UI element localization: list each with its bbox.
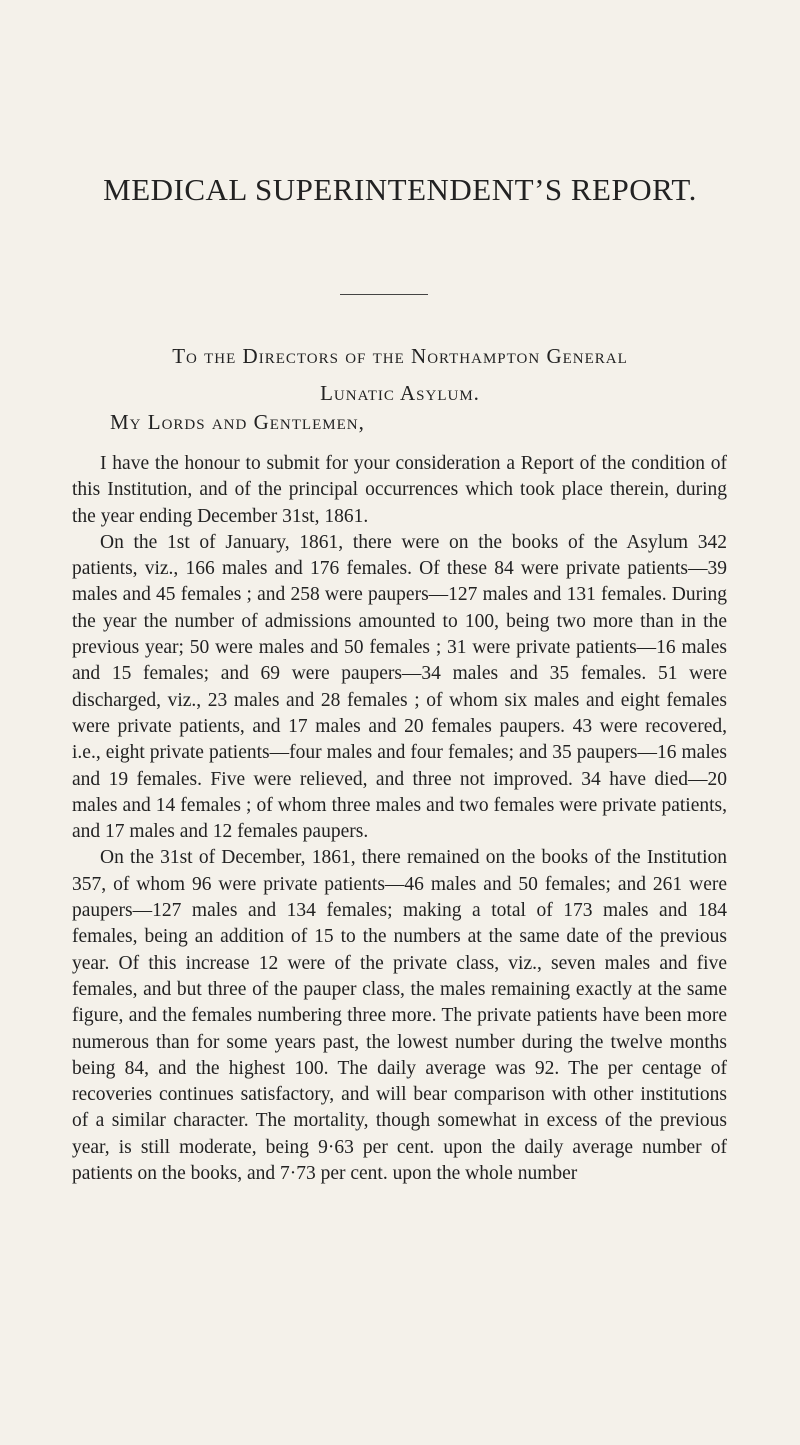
paragraph-january-statistics: On the 1st of January, 1861, there were on the books of the Asylum 342 patients, viz., 166 males and 176 females. Of these 84 were private patients—39 males and 45 females ; and 258 were paupers—127 males and 131 females. During the year the number of admissions amounted to 100, being two more than in the previous year; 50 were males and 50 females ; 31 were private patients—16 males and 15 females; and 69 were paupers—34 males and 35 females. 51 were discharged, viz., 23 males and 28 females ; of whom six males and eight females were private patients, and 17 males and 20 females paupers. 43 were recovered, i.e., eight private patients—four males and four females; and 35 paupers—16 males and 19 females. Five were relieved, and three not improved. 34 have died—20 males and 14 females ; of whom three males and two females were private patients, and 17 males and 12 females paupers.	[72, 531, 727, 843]
address-line-1: To the Directors of the Northampton General	[172, 344, 628, 368]
title-divider	[340, 294, 428, 295]
paragraph-december-statistics: On the 31st of December, 1861, there remained on the books of the Institution 357, of whom 96 were private patients—46 males and 50 females; and 261 were paupers—127 males and 134 females; making a total of 173 males and 184 females, being an addition of 15 to the numbers at the same date of the previous year. Of this increase 12 were of the private class, viz., seven males and five females, and but three of the pauper class, the males remaining exactly at the same figure, and the females numbering three more. The private patients have been more numerous than for some years past, the lowest number during the twelve months being 84, and the highest 100. The daily average was 92. The per centage of recoveries continues satisfactory, and will bear comparison with other institutions of a similar character. The mortality, though somewhat in excess of the previous year, is still moderate, being 9·63 per cent. upon the daily average number of patients on the books, and 7·73 per cent. upon the whole number	[72, 847, 727, 1185]
address-line-2: Lunatic Asylum.	[320, 381, 480, 405]
report-title: MEDICAL SUPERINTENDENT’S REPORT.	[103, 172, 697, 207]
salutation: My Lords and Gentlemen,	[110, 410, 365, 434]
paragraph-intro: I have the honour to submit for your consideration a Report of the condition of this Institution, and of the principal occurrences which took place therein, during the year ending December 31st, 1861.	[72, 453, 727, 527]
report-body	[72, 451, 727, 1187]
address-block	[0, 338, 800, 412]
